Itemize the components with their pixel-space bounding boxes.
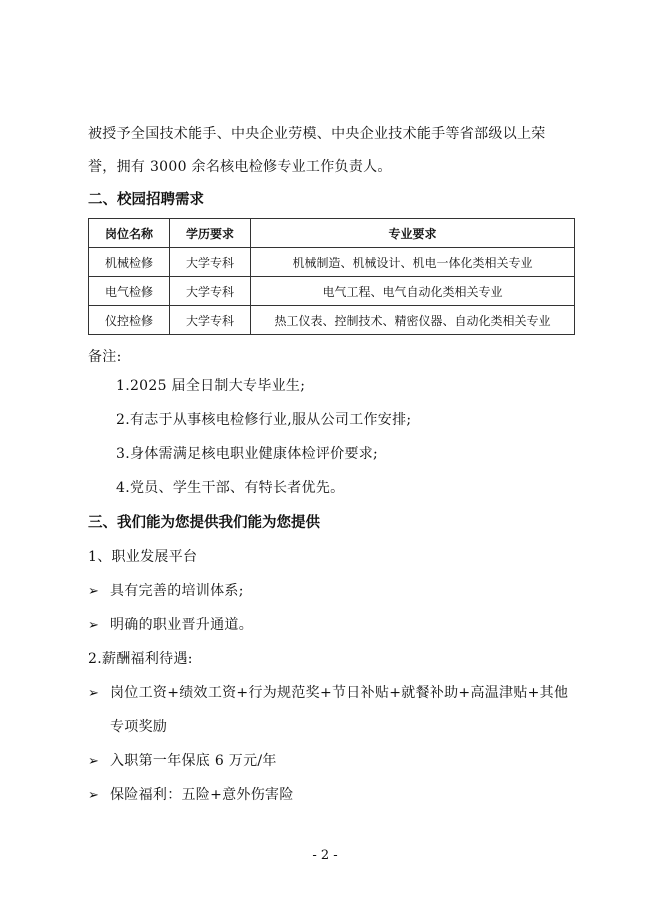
notes-label: 备注: bbox=[88, 349, 122, 365]
list-item-text: 明确的职业晋升通道。 bbox=[110, 617, 253, 633]
list-item-text: 岗位工资+绩效工资+行为规范奖+节日补贴+就餐补助+高温津贴+其他 bbox=[110, 685, 569, 701]
list-item-text: 保险福利：五险+意外伤害险 bbox=[110, 787, 294, 803]
arrow-bullet-icon: ➢ bbox=[88, 686, 100, 701]
page-number: - 2 - bbox=[312, 848, 338, 863]
table-header-position: 岗位名称 bbox=[89, 219, 170, 248]
arrow-bullet-icon: ➢ bbox=[88, 788, 100, 803]
arrow-bullet-icon: ➢ bbox=[88, 618, 100, 633]
table-cell: 电气检修 bbox=[89, 277, 170, 306]
table-header-education: 学历要求 bbox=[170, 219, 251, 248]
list-item bbox=[88, 615, 253, 636]
note-item: 2.有志于从事核电检修行业,服从公司工作安排; bbox=[116, 412, 412, 428]
table-row bbox=[89, 248, 575, 277]
note-item: 3.身体需满足核电职业健康体检评价要求; bbox=[116, 446, 379, 462]
section-2-title: 二、校园招聘需求 bbox=[88, 192, 204, 208]
list-item bbox=[88, 785, 294, 806]
table-cell: 机械检修 bbox=[89, 248, 170, 277]
table-cell: 大学专科 bbox=[170, 248, 251, 277]
table-cell: 仪控检修 bbox=[89, 306, 170, 335]
table-header-row bbox=[89, 219, 575, 248]
note-item: 1.2025 届全日制大专毕业生; bbox=[116, 378, 306, 394]
table-row bbox=[89, 277, 575, 306]
list-item bbox=[88, 751, 277, 772]
table-row bbox=[89, 306, 575, 335]
list-item-text: 入职第一年保底 6 万元/年 bbox=[110, 753, 277, 769]
note-item: 4.党员、学生干部、有特长者优先。 bbox=[116, 480, 345, 496]
intro-line-2: 誉，拥有 3000 余名核电检修专业工作负责人。 bbox=[88, 159, 392, 175]
table-cell: 大学专科 bbox=[170, 306, 251, 335]
recruitment-table bbox=[88, 218, 575, 335]
subsection-compensation: 2.薪酬福利待遇: bbox=[88, 651, 193, 667]
intro-line-1: 被授予全国技术能手、中央企业劳模、中央企业技术能手等省部级以上荣 bbox=[88, 126, 546, 142]
table-cell: 电气工程、电气自动化类相关专业 bbox=[251, 277, 575, 306]
list-item bbox=[88, 683, 568, 704]
section-3-title: 三、我们能为您提供我们能为您提供 bbox=[88, 515, 320, 531]
list-item-continuation: 专项奖励 bbox=[110, 719, 168, 735]
list-item-text: 具有完善的培训体系; bbox=[110, 583, 244, 599]
arrow-bullet-icon: ➢ bbox=[88, 584, 100, 599]
table-cell: 大学专科 bbox=[170, 277, 251, 306]
table-cell: 机械制造、机械设计、机电一体化类相关专业 bbox=[251, 248, 575, 277]
subsection-career: 1、职业发展平台 bbox=[88, 549, 198, 565]
list-item bbox=[88, 581, 244, 602]
table-header-major: 专业要求 bbox=[251, 219, 575, 248]
arrow-bullet-icon: ➢ bbox=[88, 754, 100, 769]
table-cell: 热工仪表、控制技术、精密仪器、自动化类相关专业 bbox=[251, 306, 575, 335]
